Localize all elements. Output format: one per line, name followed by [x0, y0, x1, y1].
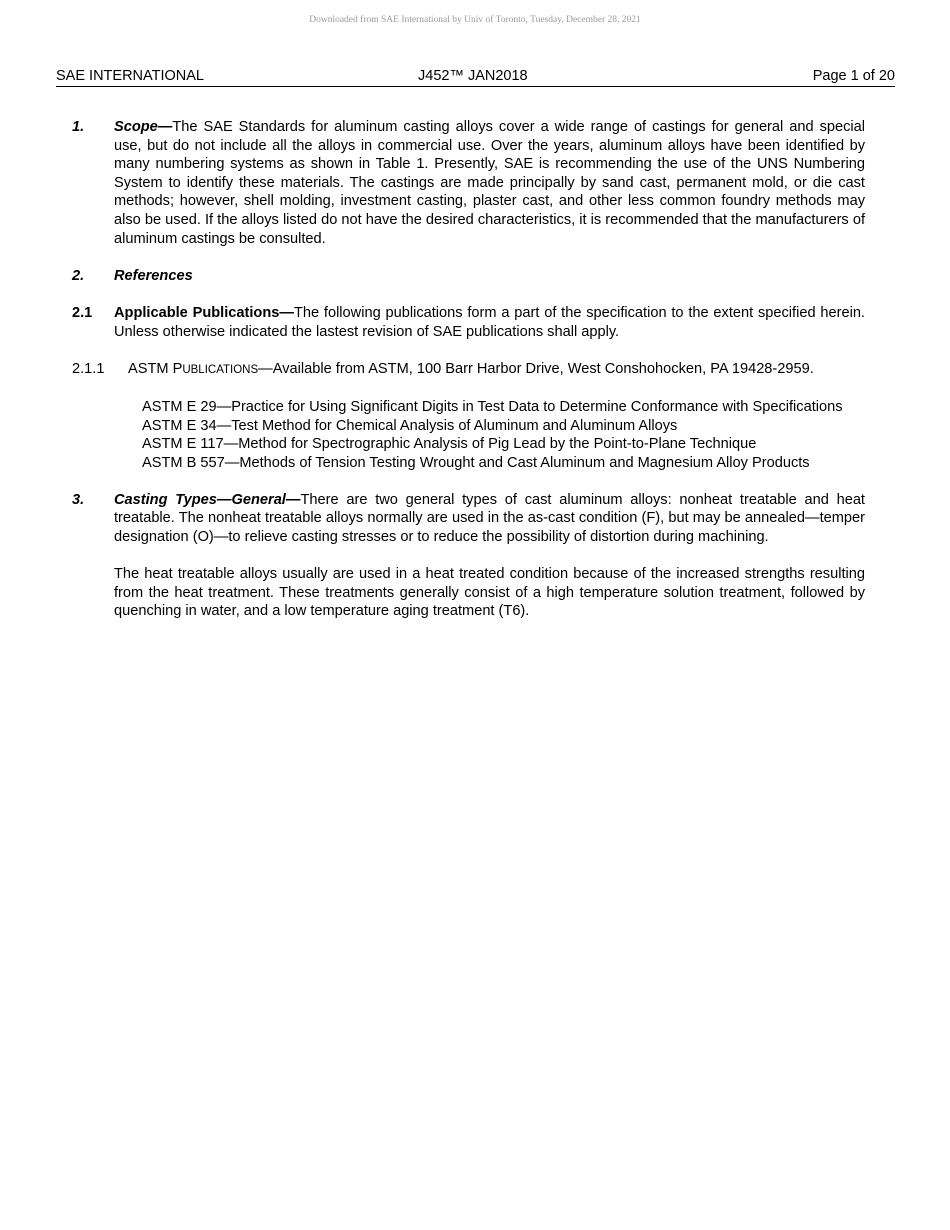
reference-list [142, 398, 865, 472]
header-publisher: SAE INTERNATIONAL [56, 68, 204, 84]
section-title: References [114, 267, 193, 284]
reference-item: ASTM E 117—Method for Spectrographic Analysis of Pig Lead by the Point-to-Plane Technique [142, 436, 757, 453]
download-watermark: Downloaded from SAE International by Univ of Toronto, Tuesday, December 28, 2021 [309, 15, 641, 25]
section-scope [72, 118, 865, 248]
reference-item: ASTM E 29—Practice for Using Significant Digits in Test Data to Determine Conformance with Specifications [142, 398, 843, 415]
reference-item: ASTM B 557—Methods of Tension Testing Wrought and Cast Aluminum and Magnesium Alloy Products [142, 454, 810, 471]
section-number: 2.1.1 [72, 360, 105, 377]
page-header [56, 66, 895, 87]
section-content [114, 304, 865, 341]
section-text: —Available from ASTM, 100 Barr Harbor Drive, West Conshohocken, PA 19428-2959. [258, 360, 814, 377]
section-references [72, 267, 865, 286]
section-text: There are two general types of cast aluminum alloys: nonheat treatable and heat treatable. The nonheat treatable alloys normally are used in the as-cast condition (F), but may be annealed—temper designation (O)—to relieve casting stresses or to reduce the possibility of distortion during machining. [114, 491, 865, 546]
section-content [114, 267, 865, 286]
section-casting-types [72, 491, 865, 621]
section-content [114, 118, 865, 248]
section-text: The following publications form a part of the specification to the extent specified herein. Unless otherwise indicated the lastest revision of SAE publications shall apply. [114, 304, 865, 340]
reference-item: ASTM E 34—Test Method for Chemical Analysis of Aluminum and Aluminum Alloys [142, 417, 678, 434]
header-page-number: Page 1 of 20 [812, 68, 895, 84]
section-number: 3. [72, 491, 85, 508]
section-number: 2. [72, 267, 85, 284]
section-number: 2.1 [72, 304, 93, 321]
section-text: The SAE Standards for aluminum casting alloys cover a wide range of castings for general and special use, but do not include all the alloys in commercial use. Over the years, aluminum alloys have been identified by many numbering systems as shown in Table 1. Presently, SAE is recommending the use of the UNS Numbering System to identify these materials. The castings are made principally by sand cast, permanent mold, or die cast methods; however, shell molding, investment casting, plaster cast, and other less common foundry methods may also be used. If the alloys listed do not have the desired characteristics, it is recommended that the manufacturers of aluminum castings be consulted. [114, 119, 865, 247]
section-applicable-publications [72, 304, 865, 341]
section-content [128, 360, 865, 380]
header-document-id: J452™ JAN2018 [418, 68, 528, 84]
document-body [72, 118, 865, 621]
section-content [114, 491, 865, 547]
section-title: Casting Types—General— [114, 491, 301, 508]
section-title: ASTM P [128, 360, 183, 377]
section-title: Scope— [114, 119, 173, 135]
section-title: Applicable Publications— [114, 304, 294, 321]
section-number: 1. [72, 119, 85, 135]
section-paragraph: The heat treatable alloys usually are used in a heat treated condition because of the increased strengths resulting from the heat treatment. These treatments generally consist of a high temperature solution treatment, followed by quenching in water, and a low temperature aging treatment (T6). [114, 566, 865, 620]
section-astm-publications [72, 360, 865, 380]
section-title-small-caps: UBLICATIONS [182, 363, 259, 376]
